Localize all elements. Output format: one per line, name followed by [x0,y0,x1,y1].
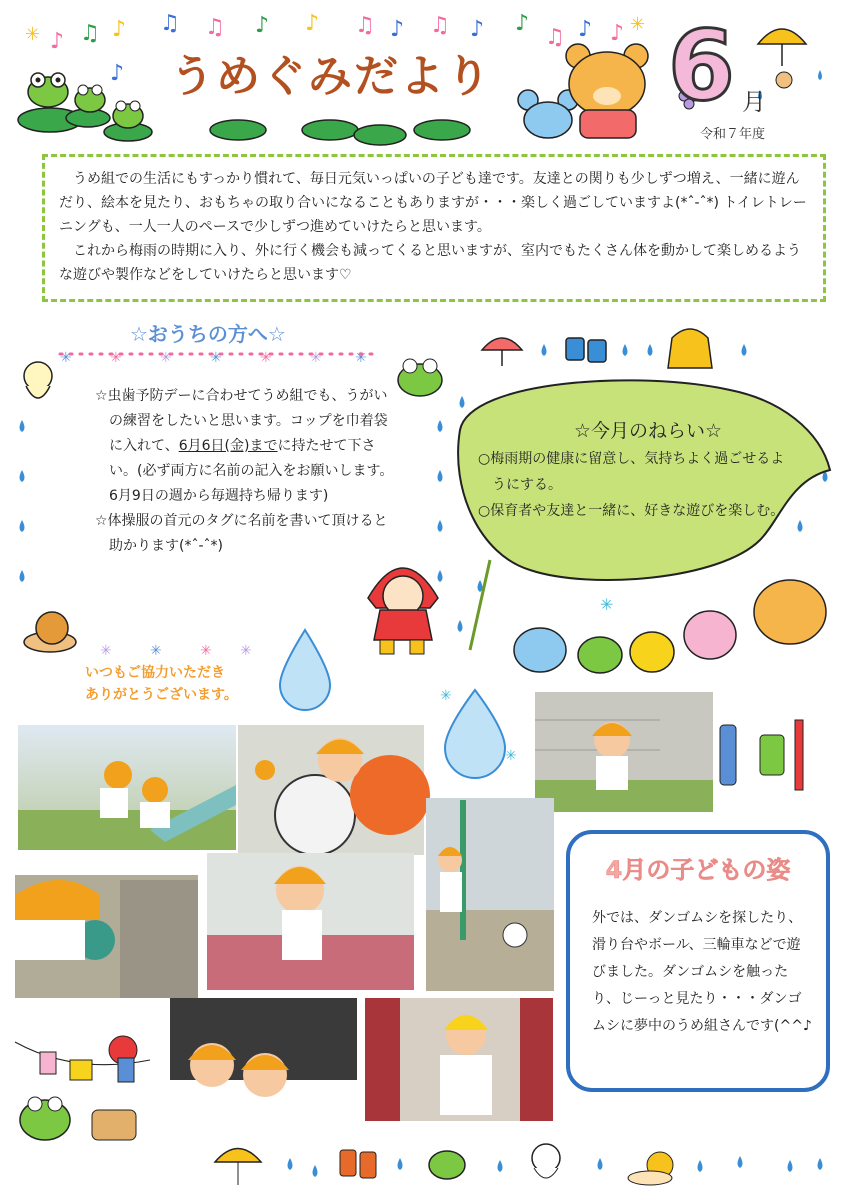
ouchi-text [95,384,395,559]
svg-text:✳: ✳ [505,748,517,764]
svg-text:✳: ✳ [440,688,452,704]
goals-item-2: ○保育者や友達と一緒に、好きな遊びを楽しむ。 [478,503,785,519]
era-label: 令和７年度 [700,127,766,142]
svg-text:♫: ♫ [355,13,375,38]
snail-icon [776,72,792,88]
ouchi-item-1-post: に持たせて下さい。(必ず両方に名前の記入をお願いします。6月9日の週から毎週持ち帰ります) [109,438,394,504]
ouchi-heading: ☆おうちの方へ☆ [130,322,286,346]
teru-teru-bozu-icon [24,362,52,398]
goals-text [478,418,798,524]
svg-text:♫: ♫ [430,13,450,38]
april-text: 外では、ダンゴムシを探したり、滑り台やボール、三輪車などで遊びました。ダンゴムシを触ったり、じーっと見たり・・・ダンゴムシに夢中のうめ組さんです(^^♪ [592,910,812,1034]
intro-paragraph-1: うめ組での生活にもすっかり慣れて、毎日元気いっぱいの子ども達です。友達との関りも少しずつ増え、一緒に遊んだり、絵本を見たり、おもちゃの取り合いになることもありますが・・・楽しく過ごしていますよ(*ˆ-ˆ*) トイレトレーニングも、一人一人のペースで少しずつ進めていけたらと思います。 [59,171,807,235]
umbrella-icon [215,1149,261,1186]
svg-text:♪: ♪ [470,17,485,42]
svg-text:✳: ✳ [310,350,322,366]
svg-text:✳: ✳ [160,350,172,366]
ouchi-item-1-pre: ☆虫歯予防デーに合わせてうめ組でも、うがいの練習をしたいと思います。コップを巾着袋に入れて、 [95,388,388,454]
svg-text:♪: ♪ [578,17,593,42]
umbrella-icon [758,29,806,66]
mouse-icon [518,90,578,138]
ouchi-item-2: ☆体操服の首元のタグに名前を書いて頂けると助かります(*ˆ-ˆ*) [95,513,388,554]
photo-fence [535,692,713,812]
frog-icon [20,1097,70,1140]
photo-slide [18,725,236,850]
snail-icon [628,1152,673,1185]
goals-heading: ☆今月のねらい☆ [573,420,723,442]
basket-icon [92,1110,136,1140]
april-heading: 4月の子どもの姿 [605,856,791,884]
svg-text:♪: ♪ [610,21,625,46]
raincoat-icon [668,329,712,368]
svg-text:✳: ✳ [100,643,112,659]
svg-text:♫: ♫ [80,21,100,46]
photo-two-children [170,998,357,1121]
svg-text:♪: ♪ [110,61,125,86]
svg-text:✳: ✳ [150,643,162,659]
frog-icon [398,359,442,396]
goals-item-1: ○梅雨期の健康に留意し、気持ちよく過ごせるようにする。 [478,451,785,493]
frog-icon [18,73,152,141]
photo-dangomushi [15,875,198,998]
newsletter-title: うめぐみだより [170,51,492,102]
svg-text:✳: ✳ [630,14,646,35]
svg-text:♫: ♫ [205,15,225,40]
svg-text:✳: ✳ [25,24,41,45]
month-suffix: 月 [742,88,766,116]
thanks-line-2: ありがとうございます。 [85,687,238,703]
svg-text:✳: ✳ [355,350,367,366]
ouchi-item-1 [95,384,395,509]
photo-child-slide-red [365,998,553,1121]
photo-balls [238,725,430,855]
svg-text:♪: ♪ [390,17,405,42]
svg-text:✳: ✳ [600,595,614,614]
animal-friends-icon [514,580,826,673]
intro-paragraph-2: これから梅雨の時期に入り、外に行く機会も減ってくると思いますが、室内でもたくさん体を動かして楽しめるような遊びや製作などをしていけたらと思います♡ [59,243,801,283]
svg-text:✳: ✳ [110,350,122,366]
svg-text:♪: ♪ [305,11,320,36]
thanks-line-1: いつもご協力いただき [85,665,225,681]
toothbrush-icon [720,720,803,790]
bear-icon [566,44,648,138]
red-raincoat-child-icon [358,548,448,658]
raindrop-character-icon [445,690,505,778]
svg-text:✳: ✳ [240,643,252,659]
boots-icon [566,338,606,362]
boots-icon [340,1150,376,1178]
frog-icon [429,1151,465,1179]
month-number: 6 [668,10,735,122]
intro-box [42,154,826,302]
svg-text:♫: ♫ [160,11,180,36]
ouchi-item-1-date: 6月6日(金)まで [178,438,278,454]
svg-text:♪: ♪ [50,29,65,54]
svg-text:♪: ♪ [255,13,270,38]
snail-icon [24,612,76,652]
svg-text:♪: ♪ [112,17,127,42]
svg-text:✳: ✳ [210,350,222,366]
svg-text:✳: ✳ [200,643,212,659]
teru-teru-bozu-icon [532,1144,560,1178]
svg-text:♪: ♪ [515,11,530,36]
svg-text:✳: ✳ [260,350,272,366]
lily-pad-icon [210,120,470,145]
photo-child-ball-field [426,798,554,991]
svg-text:✳: ✳ [60,350,72,366]
umbrella-icon [482,338,522,366]
photo-child-red-rail [207,853,414,990]
svg-text:♫: ♫ [545,25,565,50]
